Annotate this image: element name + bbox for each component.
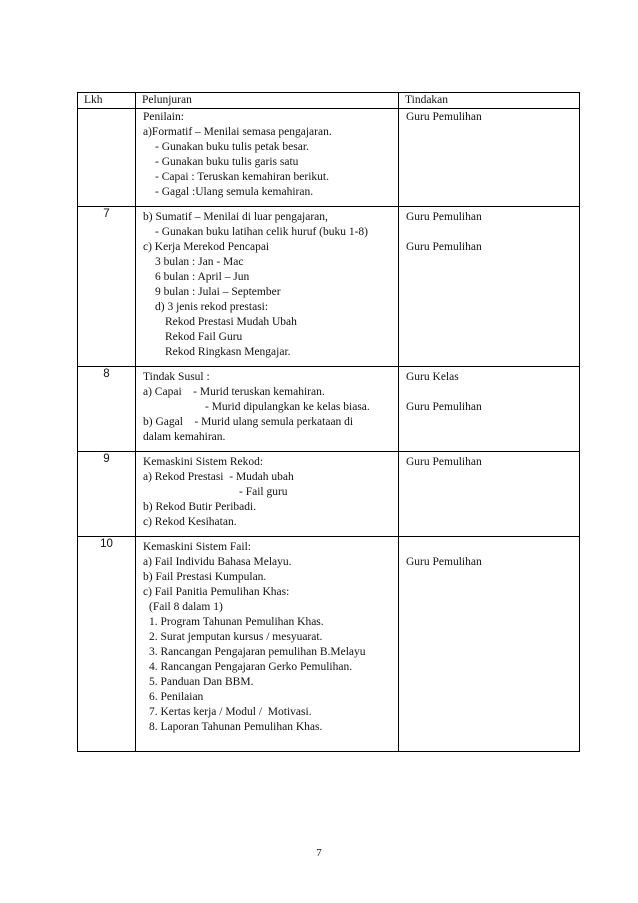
line: b) Rekod Butir Peribadi.: [143, 501, 257, 513]
action: Guru Pemulihan: [406, 556, 482, 568]
action: Guru Pemulihan: [406, 456, 482, 468]
line: Kemaskini Sistem Rekod:: [143, 456, 264, 468]
line: b) Fail Prestasi Kumpulan.: [143, 571, 267, 583]
table-row: [78, 452, 580, 537]
row-number: [78, 109, 136, 207]
tindakan-cell: [399, 109, 580, 207]
line: Tindak Susul :: [143, 371, 210, 383]
table-header-row: [78, 93, 580, 109]
tindakan-cell: [399, 367, 580, 452]
page-number: 7: [316, 847, 322, 859]
procedure-table: [77, 92, 580, 752]
line: 1. Program Tahunan Pemulihan Khas.: [149, 616, 324, 628]
line: c) Kerja Merekod Pencapai: [143, 241, 270, 253]
header-lkh-text: Lkh: [84, 94, 103, 106]
spacer: [406, 540, 577, 555]
pelunjuran-cell: [136, 367, 399, 452]
line: b) Gagal - Murid ulang semula perkataan di: [143, 416, 354, 428]
action: Guru Pemulihan: [406, 241, 482, 253]
line: - Gunakan buku tulis garis satu: [155, 156, 299, 168]
row-number: 7: [78, 207, 136, 367]
line: 4. Rancangan Pengajaran Gerko Pemulihan.: [149, 661, 353, 673]
header-tindakan-text: Tindakan: [405, 94, 449, 106]
line: - Gunakan buku tulis petak besar.: [155, 141, 309, 153]
line: - Capai : Teruskan kemahiran berikut.: [155, 171, 329, 183]
action: Guru Pemulihan: [406, 111, 482, 123]
table-row: [78, 367, 580, 452]
header-pelunjuran: [136, 93, 399, 109]
line: Rekod Prestasi Mudah Ubah: [165, 316, 297, 328]
table-row: [78, 207, 580, 367]
spacer: [406, 225, 577, 240]
row-number: 8: [78, 367, 136, 452]
line: Rekod Fail Guru: [165, 331, 243, 343]
action: Guru Pemulihan: [406, 401, 482, 413]
header-pelunjuran-text: Pelunjuran: [142, 94, 192, 106]
tindakan-cell: [399, 537, 580, 752]
line: a) Fail Individu Bahasa Melayu.: [143, 556, 292, 568]
line: dalam kemahiran.: [143, 431, 226, 443]
line: 8. Laporan Tahunan Pemulihan Khas.: [149, 721, 323, 733]
line: 2. Surat jemputan kursus / mesyuarat.: [149, 631, 323, 643]
table-row: [78, 109, 580, 207]
row-number: 10: [78, 537, 136, 752]
line: 9 bulan : Julai – September: [155, 286, 281, 298]
line: - Gunakan buku latihan celik huruf (buku 1-8): [155, 226, 369, 238]
line: 3. Rancangan Pengajaran pemulihan B.Melayu: [149, 646, 366, 658]
line: c) Rekod Kesihatan.: [143, 516, 237, 528]
spacer: [406, 385, 577, 400]
pelunjuran-cell: [136, 452, 399, 537]
line: (Fail 8 dalam 1): [149, 601, 223, 613]
line: 3 bulan : Jan - Mac: [155, 256, 244, 268]
line: - Gagal :Ulang semula kemahiran.: [155, 186, 314, 198]
line: a)Formatif – Menilai semasa pengajaran.: [143, 126, 332, 138]
pelunjuran-cell: [136, 207, 399, 367]
pelunjuran-cell: [136, 109, 399, 207]
line: b) Sumatif – Menilai di luar pengajaran,: [143, 211, 328, 223]
pelunjuran-cell: [136, 537, 399, 752]
line: c) Fail Panitia Pemulihan Khas:: [143, 586, 290, 598]
action: Guru Pemulihan: [406, 211, 482, 223]
action: Guru Kelas: [406, 371, 459, 383]
table-row: [78, 537, 580, 752]
line: - Murid dipulangkan ke kelas biasa.: [205, 401, 370, 413]
line: d) 3 jenis rekod prestasi:: [155, 301, 269, 313]
line: Penilain:: [143, 111, 184, 123]
line: 6. Penilaian: [149, 691, 204, 703]
line: 6 bulan : April – Jun: [155, 271, 250, 283]
row-number: 9: [78, 452, 136, 537]
line: Rekod Ringkasn Mengajar.: [165, 346, 291, 358]
header-tindakan: [399, 93, 580, 109]
tindakan-cell: [399, 207, 580, 367]
tindakan-cell: [399, 452, 580, 537]
line: 5. Panduan Dan BBM.: [149, 676, 254, 688]
line: a) Capai - Murid teruskan kemahiran.: [143, 386, 325, 398]
line: - Fail guru: [239, 486, 288, 498]
line: 7. Kertas kerja / Modul / Motivasi.: [149, 706, 312, 718]
line: a) Rekod Prestasi - Mudah ubah: [143, 471, 294, 483]
line: Kemaskini Sistem Fail:: [143, 541, 251, 553]
header-lkh: [78, 93, 136, 109]
